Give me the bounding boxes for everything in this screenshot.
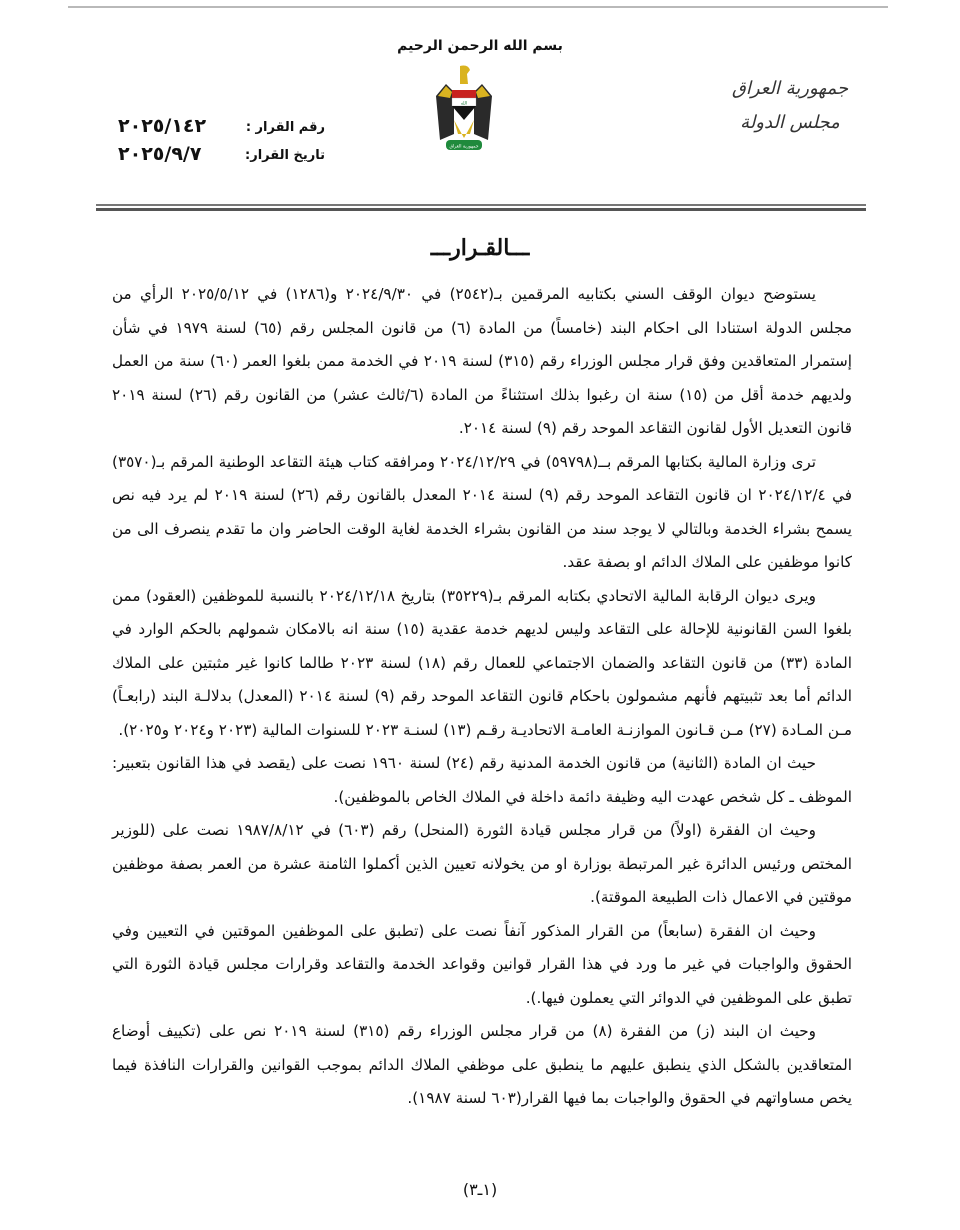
decision-meta-labels [245,114,325,170]
decision-date-value: ٢٠٢٥/٩/٧ [118,143,202,165]
paragraph: وحيث ان البند (ز) من الفقرة (٨) من قرار مجلس الوزراء رقم (٣١٥) لسنة ٢٠١٩ نص على (تكييف أوضاع المتعاقدين بالشكل الذي ينطبق عليهم ما ينطبق على موظفي الملاك الدائم بموجب القوانين والقرارات النافذة فيما يخص مساواتهم في الحقوق والواجبات بما فيها القرار(٦٠٣ لسنة ١٩٨٧). [112,1022,852,1107]
decision-date-label: تاريخ القرار: [245,148,325,163]
decision-number-value: ٢٠٢٥/١٤٢ [118,115,207,137]
decision-meta-values [118,112,218,168]
org-line-republic: جمهورية العراق [731,78,849,99]
org-line-council: مجلس الدولة [740,112,840,133]
paragraph: وحيث ان الفقرة (سابعاً) من القرار المذكور آنفاً نصت على (تطبق على الموظفين الموقتين في التعيين وفي الحقوق والواجبات في غير ما ورد في هذا القرار قوانين وقواعد الخدمة والتقاعد وقرارات مجلس قيادة الثورة التي تطبق على الموظفين في الدوائر التي يعملون فيها.). [112,921,852,1007]
paragraph: حيث ان المادة (الثانية) من قانون الخدمة المدنية رقم (٢٤) لسنة ١٩٦٠ نصت على (يقصد في هذا القانون بتعبير: الموظف ـ كل شخص عهدت اليه وظيفة دائمة داخلة في الملاك الخاص بالموظفين). [112,754,852,806]
iraq-eagle-emblem-icon [432,62,496,154]
organization-name [710,72,870,140]
paragraph: وحيث ان الفقرة (اولاً) من قرار مجلس قيادة الثورة (المنحل) رقم (٦٠٣) في ١٩٨٧/٨/١٢ نصت على (للوزير المختص ورئيس الدائرة غير المرتبطة بوزارة او من يخولانه تعيين الذين أكملوا الثامنة عشرة من العمر بصفة موظفين موقتين في الاعمال ذات الطبيعة الموقتة). [112,821,852,906]
decision-title: ـــالقـرارـــ [430,235,530,261]
paragraph: ويرى ديوان الرقابة المالية الاتحادي بكتابه المرقم بـ(٣٥٢٢٩) بتاريخ ٢٠٢٤/١٢/١٨ بالنسبة للموظفين (العقود) ممن بلغوا السن القانونية للإحالة على التقاعد وليس لديهم خدمة عقدية (١٥) سنة انه بالامكان شمولهم بالحكم الوارد في المادة (٣٣) من قانون التقاعد والضمان الاجتماعي للعمال رقم (١٨) لسنة ٢٠٢٣ طالما كانوا غير مثبتين على الملاك الدائم أما بعد تثبيتهم فأنهم مشمولون باحكام قانون التقاعد الموحد رقم (٩) لسنة ٢٠١٤ (المعدل) بدلالـة البند (رابعـاً) مـن المـادة (٢٧) مـن قـانون الموازنـة العامـة الاتحاديـة رقـم (١٣) لسنـة ٢٠٢٣ للسنوات المالية (٢٠٢٣ و٢٠٢٤ و٢٠٢٥). [112,586,853,739]
paragraph: ترى وزارة المالية بكتابها المرقم بــ(٥٩٧٩٨) في ٢٠٢٤/١٢/٢٩ ومرافقه كتاب هيئة التقاعد الوطنية المرقم بـ(٣٥٧٠) في ٢٠٢٤/١٢/٤ ان قانون التقاعد الموحد رقم (٩) لسنة ٢٠١٤ المعدل بالقانون رقم (٢٦) لسنة ٢٠١٩ لم يرد فيه نص يسمح بشراء الخدمة وبالتالي لا يوجد سند من القانون بشراء الخدمة لغاية الوقت الحاضر وان ما تقدم ينصرف الى من كانوا موظفين على الملاك الدائم او بصفة عقد. [112,452,852,571]
header-divider [96,204,866,211]
basmala-heading: بسم الله الرحمن الرحيم [397,38,563,54]
page-number: (١ـ٣) [462,1180,498,1199]
svg-text:الله: الله [460,101,468,107]
decision-body [112,278,852,1116]
svg-text:جمهورية العراق: جمهورية العراق [449,144,479,150]
decision-number-label: رقم القرار : [245,120,325,135]
paragraph: يستوضح ديوان الوقف السني بكتابيه المرقمين بـ(٢٥٤٢) في ٢٠٢٤/٩/٣٠ و(١٢٨٦) في ٢٠٢٥/٥/١٢ الرأي من مجلس الدولة استنادا الى احكام البند (خامساً) من المادة (٦) من قانون المجلس رقم (٦٥) لسنة ١٩٧٩ في شأن إستمرار المتعاقدين وفق قرار مجلس الوزراء رقم (٣١٥) لسنة ٢٠١٩ في الخدمة ممن بلغوا العمر (٦٠) سنة من العمل ولديهم خدمة أقل من (١٥) سنة ان رغبوا بذلك استثناءً من المادة (٦/ثالث عشر) من القانون رقم (٢٦) لسنة ٢٠١٩ قانون التعديل الأول لقانون التقاعد الموحد رقم (٩) لسنة ٢٠١٤. [112,285,853,437]
top-border-line [68,6,888,8]
